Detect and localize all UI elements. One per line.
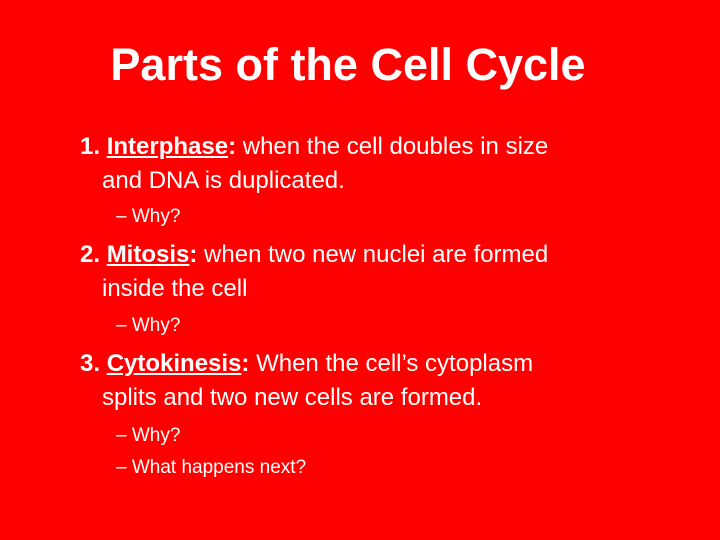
item-description-line2: inside the cell bbox=[102, 275, 248, 302]
subpoint: – Why? bbox=[116, 315, 181, 336]
list-item-interphase bbox=[80, 130, 660, 198]
item-term: Interphase bbox=[106, 133, 229, 160]
slide-title: Parts of the Cell Cycle bbox=[110, 39, 586, 90]
item-number: 3. bbox=[80, 350, 101, 377]
item-description-line2: and DNA is duplicated. bbox=[102, 167, 345, 194]
item-description-line1: When the cell’s cytoplasm bbox=[256, 350, 534, 377]
item-description-line2: splits and two new cells are formed. bbox=[102, 384, 483, 411]
list-item-mitosis bbox=[80, 238, 660, 306]
item-term: Cytokinesis bbox=[106, 350, 242, 377]
item-colon: : bbox=[241, 350, 250, 377]
list-item-cytokinesis bbox=[80, 347, 660, 415]
item-term: Mitosis bbox=[106, 241, 190, 268]
item-number: 2. bbox=[80, 241, 101, 268]
subpoint: – What happens next? bbox=[116, 457, 307, 478]
item-number: 1. bbox=[80, 133, 101, 160]
item-colon: : bbox=[189, 241, 198, 268]
item-colon: : bbox=[228, 133, 237, 160]
item-description-line1: when two new nuclei are formed bbox=[204, 241, 549, 268]
subpoint: – Why? bbox=[116, 206, 181, 227]
item-description-line1: when the cell doubles in size bbox=[242, 133, 549, 160]
subpoint: – Why? bbox=[116, 425, 181, 446]
